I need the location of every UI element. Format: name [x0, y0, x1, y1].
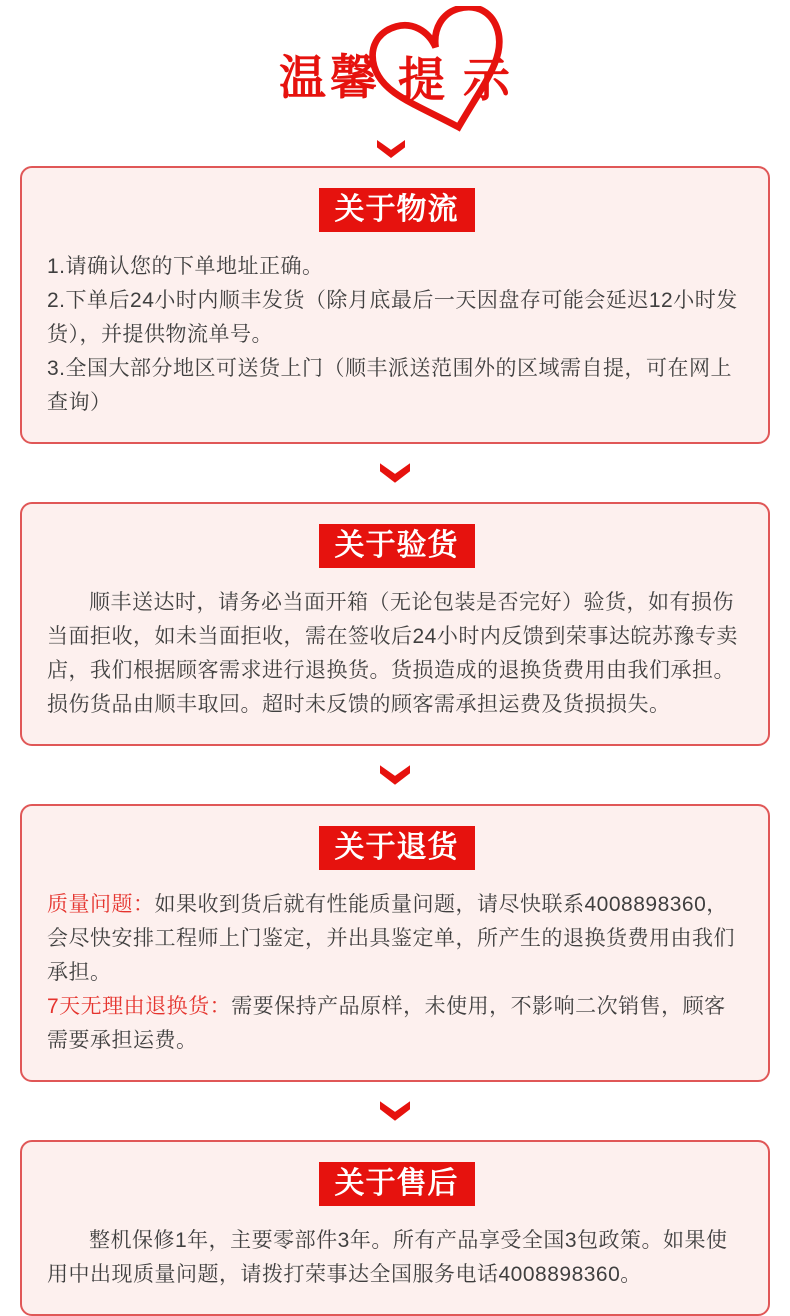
returns-quality-issue: [47, 888, 746, 990]
section-body-aftersales: [47, 1224, 746, 1292]
section-logistics: [20, 166, 770, 444]
section-body-returns: [47, 888, 746, 1058]
page-title-part2: 提示: [398, 53, 528, 106]
quality-issue-text: 如果收到货后就有性能质量问题，请尽快联系4008898360，会尽快安排工程师上门鉴定，并出具鉴定单，所产生的退换货费用由我们承担。: [47, 893, 735, 984]
section-aftersales: [20, 1140, 770, 1316]
chevron-down-icon: [380, 765, 410, 785]
aftersales-text: 整机保修1年，主要零部件3年。所有产品享受全国3包政策。如果使用中出现质量问题，请拨打荣事达全国服务电话4008898360。: [47, 1229, 728, 1286]
logistics-item-3: 3.全国大部分地区可送货上门（顺丰派送范围外的区域需自提，可在网上查询）: [47, 357, 733, 414]
chevron-down-icon: [377, 139, 405, 159]
section-title-logistics: 关于物流: [319, 188, 475, 232]
returns-7day: [47, 990, 746, 1058]
chevron-down-icon: [380, 1101, 410, 1121]
no-reason-return-text: 需要保持产品原样，未使用，不影响二次销售，顾客需要承担运费。: [47, 995, 726, 1052]
divider-1: [0, 444, 790, 502]
logistics-item-2: 2.下单后24小时内顺丰发货（除月底最后一天因盘存可能会延迟12小时发货），并提供物流单号。: [47, 289, 738, 346]
section-title-aftersales: 关于售后: [319, 1162, 475, 1206]
section-inspection: [20, 502, 770, 746]
section-body-logistics: [47, 250, 746, 420]
section-title-returns: 关于退货: [319, 826, 475, 870]
section-body-inspection: [47, 586, 746, 722]
no-reason-return-label: 7天无理由退换货：: [47, 995, 232, 1018]
page-title-part1: 温馨: [279, 51, 381, 104]
section-title-inspection: 关于验货: [319, 524, 475, 568]
divider-3: [0, 1082, 790, 1140]
logistics-item-1: 1.请确认您的下单地址正确。: [47, 255, 324, 278]
section-returns: [20, 804, 770, 1082]
inspection-text: 顺丰送达时，请务必当面开箱（无论包装是否完好）验货，如有损伤当面拒收，如未当面拒收，需在签收后24小时内反馈到荣事达皖苏豫专卖店，我们根据顾客需求进行退换货。货损造成的退换货费用由我们承担。损伤货品由顺丰取回。超时未反馈的顾客需承担运费及货损损失。: [47, 591, 738, 716]
page-header: [0, 0, 790, 166]
quality-issue-label: 质量问题：: [47, 893, 155, 916]
chevron-down-icon: [380, 463, 410, 483]
divider-2: [0, 746, 790, 804]
